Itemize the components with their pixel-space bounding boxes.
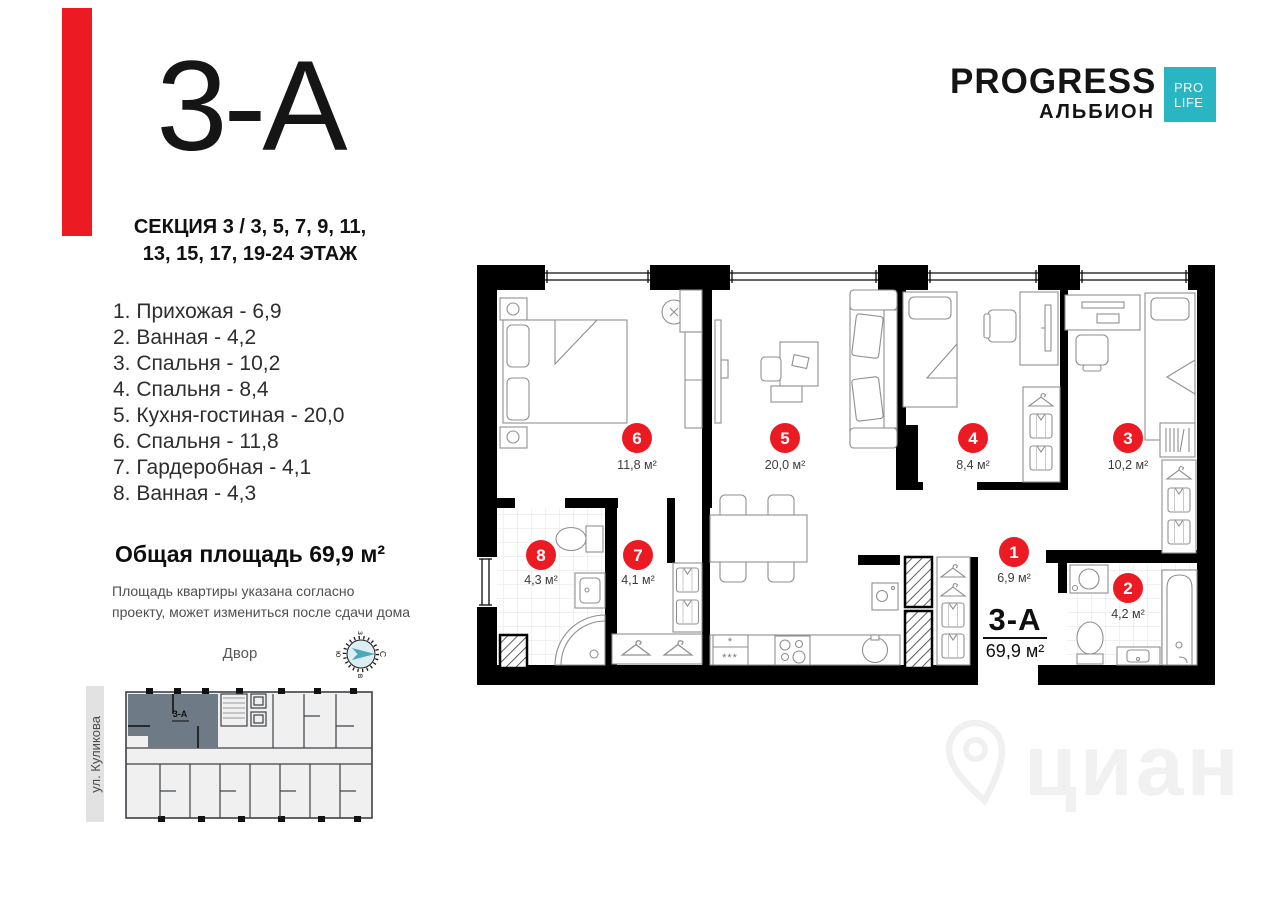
chair-icon (988, 310, 1016, 342)
desk-icon (1065, 295, 1140, 371)
room-5-living (710, 290, 897, 582)
sofa-icon (850, 290, 897, 448)
section-info (80, 214, 420, 268)
double-bed-icon (503, 320, 627, 423)
room-area-label: 4,2 м² (1111, 607, 1145, 621)
watermark-text: циан (1024, 718, 1242, 814)
washbasin-icon (575, 573, 605, 608)
badge-line-2: LIFE (1174, 94, 1204, 110)
badge-line-1: PRO (1174, 79, 1204, 95)
room-list-item: 6. Спальня - 11,8 (113, 430, 279, 453)
room-list-item: 5. Кухня-гостиная - 20,0 (113, 404, 345, 427)
compass-icon (333, 626, 389, 682)
kitchen-area (710, 583, 900, 665)
desk-icon (984, 292, 1058, 365)
sink-icon (863, 635, 888, 663)
window-icon (477, 557, 497, 607)
desk-icon (761, 342, 818, 402)
street-label: ул. Куликова (87, 715, 103, 793)
building-mini-plan (118, 686, 380, 826)
room-area-label: 4,1 м² (621, 573, 655, 587)
shaft-icon (905, 557, 932, 607)
nightstand-icon (500, 427, 527, 448)
mini-unit-label: 3-А (172, 709, 188, 719)
page-title: 3-А (156, 35, 344, 178)
tv-icon (715, 320, 728, 423)
svg-text:***: *** (722, 652, 738, 664)
nightstand-icon (500, 298, 527, 320)
room-list-item: 4. Спальня - 8,4 (113, 378, 269, 401)
chair-icon (1076, 335, 1108, 365)
total-area: Общая площадь 69,9 м² (114, 541, 386, 567)
section-line-2: 13, 15, 17, 19-24 ЭТАЖ (142, 243, 358, 265)
note-line-1: Площадь квартиры указана согласно (112, 583, 355, 599)
hallway-storage (937, 557, 970, 665)
room-area-label: 4,3 м² (524, 573, 558, 587)
bookshelf-icon (1160, 423, 1195, 457)
brand-project-name: АЛЬБИОН (1039, 101, 1155, 123)
compass-letter-bottom: в (356, 673, 366, 679)
shaft-icon (905, 611, 932, 668)
room-area-label: 10,2 м² (1107, 458, 1149, 472)
room-area-label: 8,4 м² (956, 458, 990, 472)
room-list-item: 3. Спальня - 10,2 (113, 352, 281, 375)
apartment-plan-label (983, 602, 1047, 661)
window-icon (928, 268, 1038, 287)
room-list (113, 299, 443, 507)
yard-label: Двор (222, 645, 258, 662)
window-icon (1080, 268, 1188, 287)
room-4-bedroom (903, 292, 1060, 482)
svg-text:5: 5 (780, 429, 790, 448)
toilet-icon (1077, 622, 1103, 664)
room-3-bedroom (1065, 293, 1196, 553)
room-area-label: 6,9 м² (997, 571, 1031, 585)
svg-text:2: 2 (1123, 579, 1133, 598)
svg-text:3-А: 3-А (988, 602, 1042, 637)
street-strip (86, 686, 104, 822)
compass-letter-right: С (378, 650, 388, 658)
bathtub-icon (1162, 570, 1197, 665)
chair-icon (761, 357, 781, 381)
note-line-2: проекту, может измениться после сдачи дома (112, 604, 411, 620)
room-list-item: 8. Ванная - 4,3 (113, 482, 257, 505)
cooktop-icon (775, 636, 810, 665)
svg-text:1: 1 (1009, 543, 1019, 562)
brand-badge (1164, 67, 1216, 122)
compass-letter-top: з (356, 631, 366, 635)
section-line-1: СЕКЦИЯ 3 / 3, 5, 7, 9, 11, (133, 216, 367, 238)
room-6-bedroom (500, 290, 702, 448)
washing-machine-icon (872, 583, 898, 610)
svg-text:7: 7 (633, 546, 643, 565)
disclaimer-note (112, 581, 442, 623)
compass-letter-left: ю (334, 650, 344, 658)
svg-text:4: 4 (968, 429, 978, 448)
floor-plan (475, 262, 1217, 690)
room-list-item: 2. Ванная - 4,2 (113, 326, 257, 349)
window-icon (730, 268, 878, 287)
svg-text:6: 6 (632, 429, 642, 448)
vanity-icon (1117, 647, 1160, 665)
washbasin-icon (1070, 565, 1108, 593)
svg-text:3: 3 (1123, 429, 1133, 448)
watermark (938, 714, 1242, 814)
room-area-label: 11,8 м² (617, 458, 657, 472)
brand-logo: PROGRESS (950, 62, 1157, 101)
closet-icon (612, 634, 702, 664)
room-list-item: 7. Гардеробная - 4,1 (113, 456, 312, 479)
svg-text:*: * (727, 636, 733, 648)
shaft-icon (500, 635, 527, 668)
room-list-item: 1. Прихожая - 6,9 (113, 300, 282, 323)
dining-table-icon (710, 495, 807, 582)
svg-text:69,9 м²: 69,9 м² (985, 641, 1045, 661)
single-bed-icon (1145, 293, 1195, 440)
wardrobe-icon (680, 290, 702, 428)
window-icon (545, 268, 650, 287)
room-area-label: 20,0 м² (764, 458, 806, 472)
toilet-icon (556, 526, 603, 552)
fridge-icon (713, 635, 748, 665)
svg-text:8: 8 (536, 546, 546, 565)
map-pin-icon (930, 708, 1026, 820)
single-bed-icon (903, 292, 957, 407)
